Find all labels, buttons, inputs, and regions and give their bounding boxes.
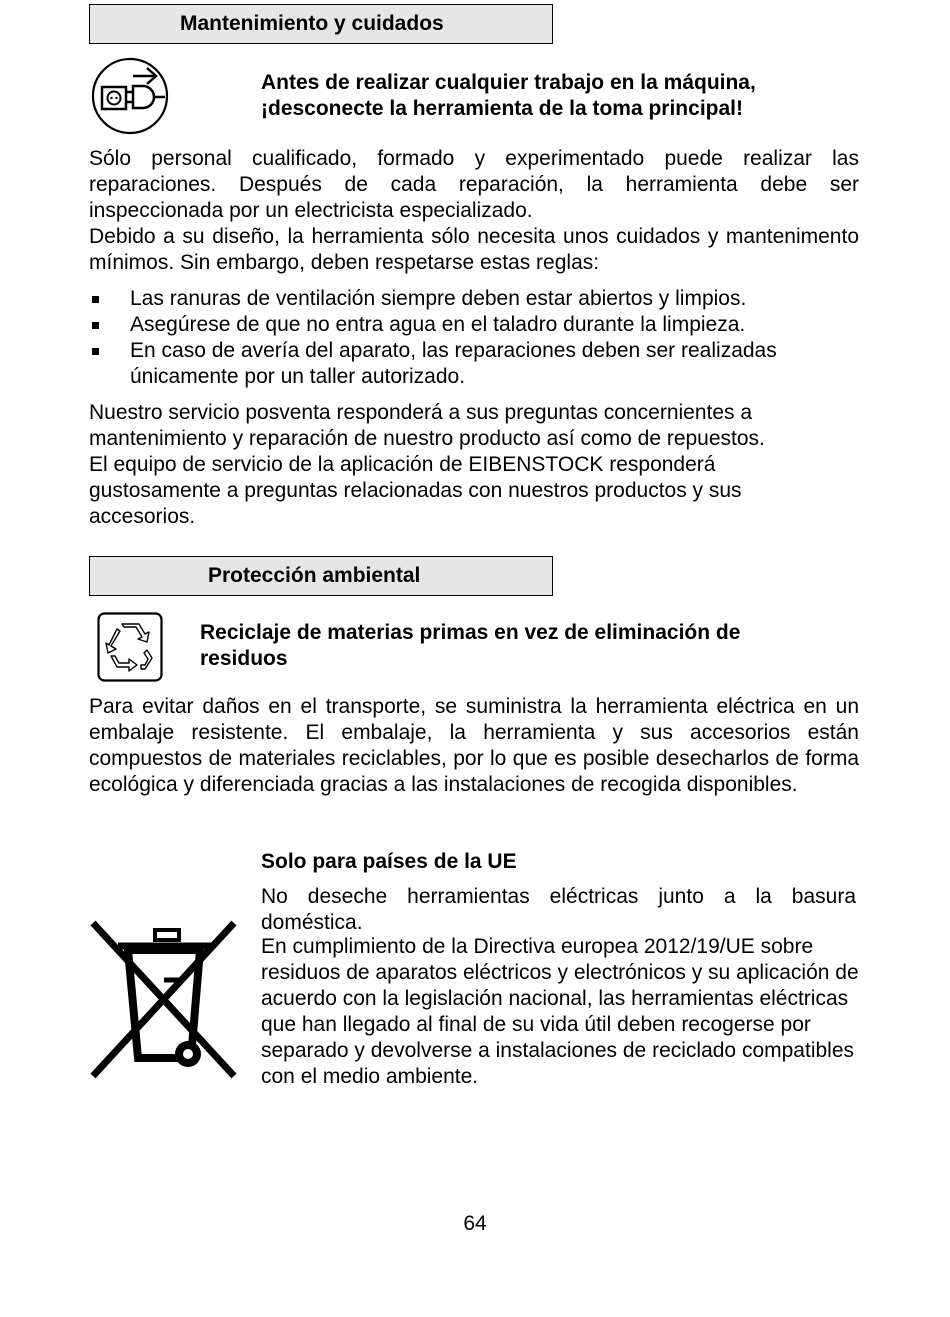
bullet-marker <box>92 296 99 303</box>
list-item-text: Las ranuras de ventilación siempre deben estar abiertos y limpios. <box>130 287 747 310</box>
list-item <box>89 338 859 390</box>
eu-paragraph: No deseche herramientas eléctricas junto a la basura doméstica. <box>261 885 856 934</box>
list-item-text: En caso de avería del aparato, las reparaciones deben ser realizadas únicamente por un taller autorizado. <box>130 339 777 388</box>
list-item-text: Asegúrese de que no entra agua en el taladro durante la limpieza. <box>130 313 746 336</box>
section-header-environment <box>89 556 553 596</box>
maintenance-warning: Antes de realizar cualquier trabajo en la máquina, ¡desconecte la herramienta de la toma principal! <box>261 71 756 120</box>
eu-heading: Solo para países de la UE <box>261 850 517 873</box>
service-paragraph: Nuestro servicio posventa responderá a sus preguntas concernientes a mantenimiento y reparación de nuestro producto así como de repuestos. <box>89 401 765 450</box>
eu-paragraph: En cumplimiento de la Directiva europea 2012/19/UE sobre residuos de aparatos eléctricos y electrónicos y su aplicación de acuerdo con la legislación nacional, las herramientas eléctricas que han llegado al final de su vida útil deben recogerse por separado y devolverse a instalaciones de reciclado compatibles con el medio ambiente. <box>261 935 859 1088</box>
service-paragraph: El equipo de servicio de la aplicación de EIBENSTOCK responderá gustosamente a preguntas relacionadas con nuestros productos y sus accesorios. <box>89 453 742 528</box>
page-number: 64 <box>463 1212 487 1235</box>
environment-paragraph: Para evitar daños en el transporte, se suministra la herramienta eléctrica en un embalaje resistente. El embalaje, la herramienta y sus accesorios están compuestos de materiales reciclables, por lo que es posible desecharlos de forma ecológica y diferenciada gracias a las instalaciones de recogida disponibles. <box>89 695 859 796</box>
maintenance-paragraph: Debido a su diseño, la herramienta sólo necesita unos cuidados y mantenimento mínimos. Sin embargo, deben respetarse estas reglas: <box>89 225 859 274</box>
bullet-marker <box>92 322 99 329</box>
section-header-maintenance <box>89 4 553 44</box>
maintenance-rules-list <box>89 286 859 390</box>
section-title-environment: Protección ambiental <box>208 564 421 587</box>
unplug-icon <box>91 57 171 137</box>
maintenance-paragraph: Sólo personal cualificado, formado y experimentado puede realizar las reparaciones. Después de cada reparación, la herramienta debe ser inspeccionada por un electricista especializado. <box>89 147 859 222</box>
crossed-bin-icon <box>88 918 242 1082</box>
bullet-marker <box>92 348 99 355</box>
section-title-maintenance: Mantenimiento y cuidados <box>180 12 444 35</box>
list-item <box>89 312 859 338</box>
recycle-icon <box>97 612 163 682</box>
recycle-heading: Reciclaje de materias primas en vez de eliminación de residuos <box>200 621 741 670</box>
list-item <box>89 286 859 312</box>
